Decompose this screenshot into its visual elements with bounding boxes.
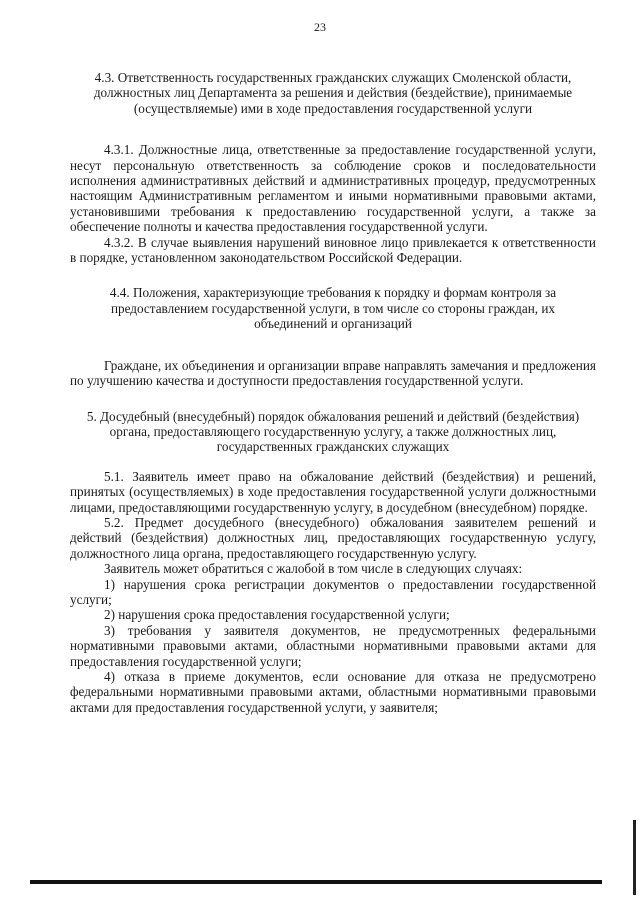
spacer [70, 332, 596, 358]
paragraph: 3) требования у заявителя документов, не предусмотренных федеральными нормативными правовыми актами, областными нормативными правовыми актами для предоставления государственной услуги; [70, 622, 596, 669]
paragraph: 5.1. Заявитель имеет право на обжалование действий (бездействия) и решений, принятых (осуществляемых) в ходе предоставления государственной услуги должностными лицами, предоставляющими государственную услугу, в досудебном (внесудебном) порядке. [70, 468, 596, 515]
paragraph: Заявитель может обратиться с жалобой в том числе в следующих случаях: [104, 561, 523, 577]
spacer [70, 265, 596, 285]
paragraph: 4) отказа в приеме документов, если основание для отказа не предусмотрено федеральными нормативными правовыми актами, областными нормативными правовыми актами для предоставления государственной услуги, у заявителя; [70, 669, 596, 715]
scan-edge-mark [633, 820, 636, 895]
paragraph: 1) нарушения срока регистрации документов о предоставлении государственной услуги; [70, 576, 596, 607]
scan-bottom-rule [30, 880, 602, 884]
page-number: 23 [314, 20, 326, 34]
spacer [70, 116, 596, 142]
section-heading: 5. Досудебный (внесудебный) порядок обжалования решений и действий (бездействия) органа, предоставляющего государственную услугу, а также должностных лиц, государственных гражданских служащих [86, 408, 580, 455]
paragraph: 4.3.1. Должностные лица, ответственные за предоставление государственной услуги, несут персональную ответственность за соблюдение сроков и последовательности исполнения административных действий и административных процедур, предусмотренных настоящим Административным регламентом и иными нормативными правовыми актами, установившими требования к предоставлению государственной услуги, а также за обеспечение полноты и качества предоставления государственной услуги. [70, 142, 596, 235]
document-body [70, 70, 596, 715]
paragraph: Граждане, их объединения и организации вправе направлять замечания и предложения по улучшению качества и доступности предоставления государственной услуги. [70, 357, 596, 389]
paragraph: 5.2. Предмет досудебного (внесудебного) обжалования заявителем решений и действий (бездействия) должностных лиц, предоставляющих государственную услугу, должностного лица органа, предоставляющего государственную услугу. [70, 514, 596, 561]
spacer [70, 389, 596, 409]
paragraph: 2) нарушения срока предоставления государственной услуги; [104, 607, 450, 623]
section-heading: 4.3. Ответственность государственных гражданских служащих Смоленской области, должностных лиц Департамента за решения и действия (бездействие), принимаемые (осуществляемые) ими в ходе предоставления государственной услуги [93, 70, 573, 116]
paragraph: 4.3.2. В случае выявления нарушений виновное лицо привлекается к ответственности в порядке, установленном законодательством Российской Федерации. [70, 234, 596, 266]
spacer [70, 455, 596, 469]
section-heading: 4.4. Положения, характеризующие требования к порядку и формам контроля за предоставлением государственной услуги, в том числе со стороны граждан, их объединений и организаций [109, 285, 557, 332]
